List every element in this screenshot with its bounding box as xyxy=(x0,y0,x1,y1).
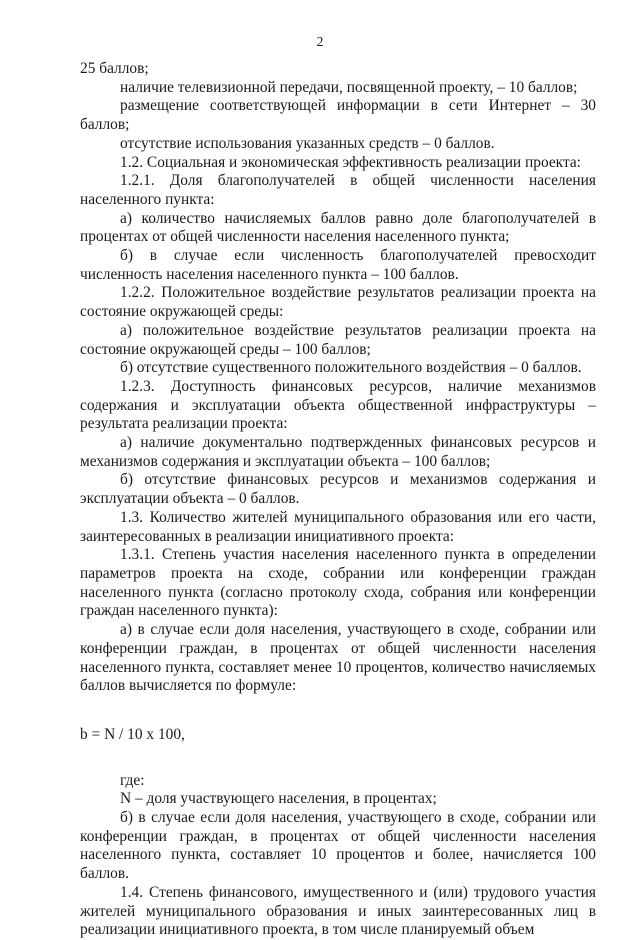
page-number: 2 xyxy=(316,34,324,49)
paragraph: а) количество начисляемых баллов равно доле благополучателей в процентах от общей численности населения населенного пункта; xyxy=(80,209,596,246)
paragraph: б) в случае если численность благополучателей превосходит численность населения населенного пункта – 100 баллов. xyxy=(80,247,596,283)
paragraph-block xyxy=(80,60,596,696)
paragraph: а) наличие документально подтвержденных финансовых ресурсов и механизмов содержания и эксплуатации объекта – 100 баллов; xyxy=(80,434,596,470)
formula: b = N / 10 x 100, xyxy=(80,725,185,743)
paragraph: 1.3.1. Степень участия населения населенного пункта в определении параметров проекта на сходе, собрании или конференции граждан населенного пункта (согласно протоколу схода, собрания или конференции граждан населенного пункта): xyxy=(80,546,596,620)
paragraph: 1.3. Количество жителей муниципального образования или его части, заинтересованных в реализации инициативного проекта: xyxy=(80,508,596,545)
paragraph: где: xyxy=(120,771,145,789)
paragraph: б) в случае если доля населения, участвующего в сходе, собрании или конференции граждан, в процентах от общей численности населения населенного пункта, составляет 10 процентов и более, начисляется 100 баллов. xyxy=(80,809,596,883)
paragraph: а) в случае если доля населения, участвующего в сходе, собрании или конференции граждан, в процентах от общей численности населения населенного пункта, составляет менее 10 процентов, количество начисляемых баллов вычисляется по формуле: xyxy=(80,621,596,695)
paragraph: отсутствие использования указанных средств – 0 баллов. xyxy=(120,134,495,152)
paragraph: наличие телевизионной передачи, посвященной проекту, – 10 баллов; xyxy=(120,78,578,96)
paragraph: 25 баллов; xyxy=(80,60,149,77)
paragraph: N – доля участвующего населения, в процентах; xyxy=(120,790,437,808)
paragraph: б) отсутствие финансовых ресурсов и механизмов содержания и эксплуатации объекта – 0 баллов. xyxy=(80,471,596,508)
paragraph: 1.4. Степень финансового, имущественного и (или) трудового участия жителей муниципального образования и иных заинтересованных лиц в реализации инициативного проекта, в том числе планируемый объем xyxy=(80,883,596,939)
paragraph: 1.2.2. Положительное воздействие результатов реализации проекта на состояние окружающей среды: xyxy=(80,284,596,321)
document-body xyxy=(80,60,596,940)
paragraph-block xyxy=(80,772,596,940)
paragraph: 1.2.3. Доступность финансовых ресурсов, наличие механизмов содержания и эксплуатации объекта общественной инфраструктуры – результата реализации проекта: xyxy=(80,377,596,433)
paragraph: размещение соответствующей информации в сети Интернет – 30 баллов; xyxy=(80,97,596,134)
paragraph: б) отсутствие существенного положительного воздействия – 0 баллов. xyxy=(120,359,582,377)
paragraph: а) положительное воздействие результатов реализации проекта на состояние окружающей среды – 100 баллов; xyxy=(80,321,596,358)
paragraph: 1.2. Социальная и экономическая эффективность реализации проекта: xyxy=(120,153,581,171)
paragraph: 1.2.1. Доля благополучателей в общей численности населения населенного пункта: xyxy=(80,172,596,208)
